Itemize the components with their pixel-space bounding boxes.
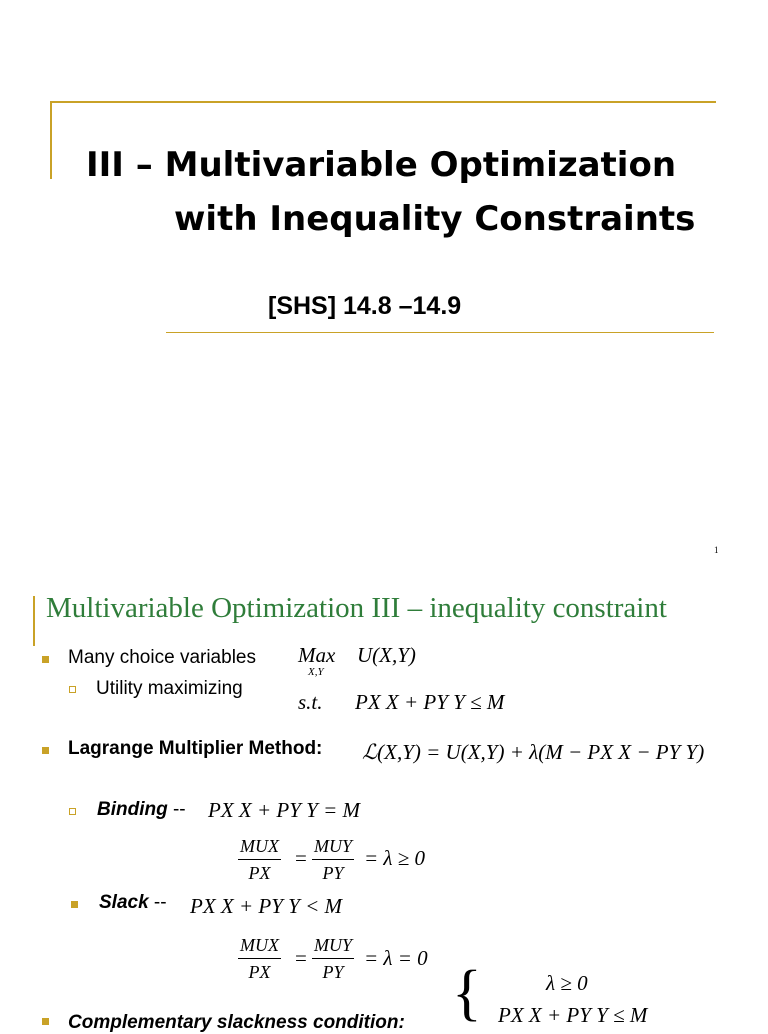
math-utility: U(X,Y) — [357, 643, 416, 667]
math-lagrangian: ℒ(X,Y) = U(X,Y) + λ(M − PX X − PY Y) — [362, 740, 705, 764]
fraction-muy-py — [312, 935, 354, 983]
fraction-denominator: PY — [322, 962, 344, 982]
fraction-mux-px — [238, 836, 281, 884]
bullet-lagrange: Lagrange Multiplier Method: — [68, 738, 323, 759]
math-budget-ineq-text: PX X + PY Y ≤ M — [355, 690, 505, 714]
sub-bullet-marker — [69, 686, 76, 693]
slide1-title-line2: with Inequality Constraints — [174, 199, 696, 239]
fraction-denominator: PX — [248, 962, 271, 982]
fraction-numerator: MUX — [238, 836, 281, 860]
bullet-complementary-slackness: Complementary slackness condition: — [68, 1012, 405, 1033]
fraction-numerator: MUX — [238, 935, 281, 959]
slide1-subtitle: [SHS] 14.8 –14.9 — [268, 292, 462, 320]
slack-separator: -- — [148, 892, 167, 913]
math-max-word: Max — [298, 643, 336, 667]
fraction-numerator: MUY — [312, 836, 354, 860]
math-max — [298, 643, 335, 668]
math-slack-eq: PX X + PY Y < M — [190, 894, 343, 918]
slide1-title — [86, 138, 746, 246]
brace-icon: { — [452, 959, 482, 1027]
fraction-denominator: PY — [322, 863, 344, 883]
math-equals: = — [295, 946, 307, 970]
math-comp-budget: PX X + PY Y ≤ M — [498, 1003, 648, 1027]
sub-bullet-marker — [69, 808, 76, 815]
math-binding-cond: = λ ≥ 0 — [364, 846, 426, 870]
bullet-marker — [71, 901, 78, 908]
bullet-many-choice: Many choice variables — [68, 647, 256, 668]
binding-row — [97, 799, 186, 821]
slide1-top-rule — [50, 101, 716, 103]
fraction-mux-px — [238, 935, 281, 983]
slide1-bottom-rule — [166, 332, 714, 333]
sub-bullet-utility-max: Utility maximizing — [96, 678, 243, 699]
math-equals: = — [295, 846, 307, 870]
math-slack-cond: = λ = 0 — [364, 946, 428, 970]
slide1-left-rule — [50, 101, 52, 179]
fraction-muy-py — [312, 836, 354, 884]
slide2-title: Multivariable Optimization III – inequality constraint — [46, 592, 667, 624]
math-budget-ineq — [355, 690, 504, 715]
math-binding-eq: PX X + PY Y = M — [208, 798, 361, 822]
bullet-marker — [42, 656, 49, 663]
slide2-left-rule — [33, 596, 35, 646]
math-comp-lambda: λ ≥ 0 — [546, 971, 588, 995]
math-st: s.t. — [298, 690, 323, 714]
bullet-marker — [42, 747, 49, 754]
binding-label: Binding — [97, 799, 168, 820]
slide1-title-line1: III – Multivariable Optimization — [86, 145, 677, 185]
binding-separator: -- — [167, 799, 186, 820]
fraction-denominator: PX — [248, 863, 271, 883]
slack-row — [99, 892, 167, 914]
page-number: 1 — [714, 545, 719, 555]
fraction-numerator: MUY — [312, 935, 354, 959]
math-max-subscript: X,Y — [308, 666, 324, 678]
slack-label: Slack — [99, 892, 149, 913]
